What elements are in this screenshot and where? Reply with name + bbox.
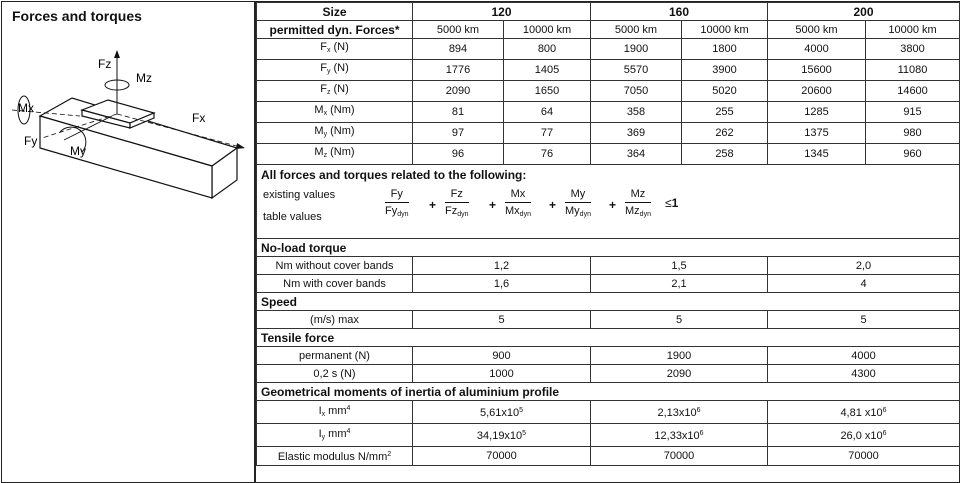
fraction-denominator: [385, 203, 409, 223]
value-cell: 97: [413, 123, 504, 144]
inertia-title: Geometrical moments of inertia of aluminium profile: [257, 383, 960, 401]
inertia-row: [257, 424, 960, 447]
value-cell: 358: [591, 102, 682, 123]
value-cell: 1,2: [413, 257, 591, 275]
unit: (N): [330, 62, 349, 74]
force-row: [257, 102, 960, 123]
value-cell: 1405: [504, 60, 591, 81]
unit: (N): [330, 41, 349, 53]
denominator-symbol: Fz: [445, 205, 458, 217]
force-label: [257, 39, 413, 60]
value-cell: 5570: [591, 60, 682, 81]
exponent: 5: [519, 407, 524, 414]
tensile-row: [257, 347, 960, 365]
value-cell: 1650: [504, 81, 591, 102]
mantissa: 12,33x10: [654, 430, 700, 442]
value-cell: 5: [413, 311, 591, 329]
forces-diagram: [2, 30, 252, 200]
inertia-label: [257, 401, 413, 424]
value-cell: 15600: [768, 60, 866, 81]
value-cell: 14600: [866, 81, 960, 102]
force-row: [257, 39, 960, 60]
value-cell: 70000: [768, 447, 960, 466]
distance-cell: 5000 km: [413, 21, 504, 39]
inertia-label: [257, 424, 413, 447]
unit: (Nm): [327, 146, 355, 158]
subscript: dyn: [519, 211, 531, 218]
mz-label: Mz: [136, 71, 152, 85]
value-cell: 258: [682, 144, 768, 165]
value-cell: 70000: [591, 447, 768, 466]
force-rows: [257, 39, 960, 165]
value-cell: 20600: [768, 81, 866, 102]
value-cell: [768, 401, 960, 424]
value-cell: [591, 401, 768, 424]
value-cell: 915: [866, 102, 960, 123]
value-cell: 364: [591, 144, 682, 165]
spec-sheet: [1, 1, 960, 483]
symbol: F: [320, 83, 327, 95]
value-cell: 1,5: [591, 257, 768, 275]
formula-fraction: [445, 187, 469, 223]
fraction-numerator: Mz: [625, 187, 651, 203]
force-label: [257, 102, 413, 123]
noload-rows: [257, 257, 960, 293]
elastic-text: Elastic modulus N/mm: [277, 451, 388, 463]
plus-sign: +: [429, 198, 437, 212]
size-row: [257, 3, 960, 21]
subscript: z: [323, 152, 328, 159]
value-cell: 4: [768, 275, 960, 293]
exponent: 6: [699, 430, 704, 437]
force-row: [257, 60, 960, 81]
force-row: [257, 81, 960, 102]
formula-fraction: [565, 187, 591, 223]
value-cell: [768, 424, 960, 447]
mantissa: 26,0 x10: [840, 430, 883, 442]
row-label: Nm without cover bands: [257, 257, 413, 275]
size-160: 160: [591, 3, 768, 21]
fraction-numerator: Fz: [445, 187, 469, 203]
force-row: [257, 144, 960, 165]
row-label: Nm with cover bands: [257, 275, 413, 293]
force-row: [257, 123, 960, 144]
subscript: y: [321, 434, 326, 441]
subscript: dyn: [457, 211, 469, 218]
fraction-denominator: [505, 203, 531, 223]
size-120: 120: [413, 3, 591, 21]
speed-row: [257, 311, 960, 329]
value-cell: 1,6: [413, 275, 591, 293]
value-cell: 2,1: [591, 275, 768, 293]
plus-sign: +: [489, 198, 497, 212]
fraction-numerator: Fy: [385, 187, 409, 203]
noload-row: [257, 257, 960, 275]
speed-title: Speed: [257, 293, 960, 311]
subscript: x: [323, 110, 328, 117]
value-cell: [413, 401, 591, 424]
value-cell: 4000: [768, 39, 866, 60]
fz-label: Fz: [98, 57, 112, 71]
value-cell: 369: [591, 123, 682, 144]
superscript: 4: [346, 405, 351, 412]
denominator-symbol: My: [565, 205, 580, 217]
value-cell: 5: [591, 311, 768, 329]
existing-values-label: existing values: [263, 189, 336, 201]
value-cell: 1000: [413, 365, 591, 383]
subscript: y: [326, 68, 331, 75]
my-label: My: [70, 144, 86, 158]
formula-fraction: [385, 187, 409, 223]
row-label: permanent (N): [257, 347, 413, 365]
value-cell: 7050: [591, 81, 682, 102]
force-label: [257, 144, 413, 165]
distance-cell: 10000 km: [504, 21, 591, 39]
noload-row: [257, 275, 960, 293]
fy-label: Fy: [24, 134, 38, 148]
value-cell: 1900: [591, 347, 768, 365]
tensile-title-row: [257, 329, 960, 347]
mantissa: 5,61x10: [479, 407, 520, 419]
value-cell: 2090: [591, 365, 768, 383]
exponent: 6: [882, 407, 887, 414]
subscript: x: [326, 47, 331, 54]
elastic-row: [257, 447, 960, 466]
value-cell: 5020: [682, 81, 768, 102]
subscript: z: [326, 89, 331, 96]
inertia-title-row: [257, 383, 960, 401]
denominator-symbol: Mx: [505, 205, 520, 217]
symbol: F: [320, 41, 327, 53]
left-pane: [2, 2, 256, 482]
tensile-rows: [257, 347, 960, 383]
subscript: y: [323, 131, 328, 138]
value-cell: 5: [768, 311, 960, 329]
value-cell: [591, 424, 768, 447]
inertia-row: [257, 401, 960, 424]
value-cell: 900: [413, 347, 591, 365]
fraction-denominator: [445, 203, 469, 223]
unit: (N): [330, 83, 349, 95]
size-label: Size: [257, 3, 413, 21]
noload-title-row: [257, 239, 960, 257]
value-cell: 255: [682, 102, 768, 123]
plus-sign: +: [609, 198, 617, 212]
symbol: I: [318, 405, 322, 417]
subscript: dyn: [397, 211, 409, 218]
table-values-label: table values: [263, 211, 322, 223]
mantissa: 2,13x10: [657, 407, 697, 419]
value-cell: 70000: [413, 447, 591, 466]
denominator-symbol: Mz: [625, 205, 640, 217]
tensile-row: [257, 365, 960, 383]
row-label: 0,2 s (N): [257, 365, 413, 383]
value-cell: 81: [413, 102, 504, 123]
unit: (Nm): [327, 104, 355, 116]
subscript: dyn: [639, 211, 651, 218]
value-cell: 77: [504, 123, 591, 144]
value-cell: 2090: [413, 81, 504, 102]
value-cell: 76: [504, 144, 591, 165]
fx-label: Fx: [192, 111, 206, 125]
section-title: Forces and torques: [12, 8, 142, 24]
value-cell: 3800: [866, 39, 960, 60]
value-cell: 800: [504, 39, 591, 60]
value-cell: 1800: [682, 39, 768, 60]
size-200: 200: [768, 3, 960, 21]
value-cell: 1776: [413, 60, 504, 81]
value-cell: 960: [866, 144, 960, 165]
distance-cell: 10000 km: [866, 21, 960, 39]
fraction-denominator: [565, 203, 591, 223]
value-cell: [413, 424, 591, 447]
formula-row: [257, 165, 960, 239]
value-cell: 2,0: [768, 257, 960, 275]
symbol: F: [320, 62, 327, 74]
value-cell: 4000: [768, 347, 960, 365]
distance-cell: 5000 km: [591, 21, 682, 39]
force-label: [257, 81, 413, 102]
exponent: 6: [696, 407, 701, 414]
formula-fraction: [505, 187, 531, 223]
speed-rows: [257, 311, 960, 329]
formula-cell: [257, 165, 960, 239]
inertia-rows: [257, 401, 960, 466]
distance-cell: 5000 km: [768, 21, 866, 39]
value-cell: 894: [413, 39, 504, 60]
mantissa: 34,19x10: [476, 430, 523, 442]
denominator-symbol: Fy: [385, 205, 398, 217]
value-cell: 11080: [866, 60, 960, 81]
formula-title: All forces and torques related to the following:: [261, 168, 527, 182]
value-cell: 1345: [768, 144, 866, 165]
value-cell: 3900: [682, 60, 768, 81]
mantissa: 4,81 x10: [840, 407, 883, 419]
value-cell: 262: [682, 123, 768, 144]
formula-fraction: [625, 187, 651, 223]
symbol: I: [318, 428, 322, 440]
value-cell: 1285: [768, 102, 866, 123]
superscript: 2: [387, 451, 392, 458]
value-cell: 96: [413, 144, 504, 165]
permitted-label: permitted dyn. Forces*: [257, 21, 413, 39]
fraction-denominator: [625, 203, 651, 223]
force-label: [257, 60, 413, 81]
noload-title: No-load torque: [257, 239, 960, 257]
symbol: M: [314, 104, 324, 116]
leq-sign: ≤1: [665, 196, 679, 210]
value-cell: 1375: [768, 123, 866, 144]
symbol: M: [314, 125, 324, 137]
distance-cell: 10000 km: [682, 21, 768, 39]
mx-label: Mx: [18, 101, 34, 115]
unit: (Nm): [327, 125, 355, 137]
unit: mm: [325, 428, 347, 440]
tensile-title: Tensile force: [257, 329, 960, 347]
exponent: 6: [882, 430, 887, 437]
elastic-label: [257, 447, 413, 466]
unit: mm: [325, 405, 347, 417]
permitted-row: [257, 21, 960, 39]
force-label: [257, 123, 413, 144]
fraction-numerator: Mx: [505, 187, 531, 203]
subscript: x: [321, 411, 326, 418]
value-cell: 1900: [591, 39, 682, 60]
value-cell: 64: [504, 102, 591, 123]
speed-title-row: [257, 293, 960, 311]
superscript: 4: [346, 428, 351, 435]
spec-table: [256, 2, 960, 466]
row-label: (m/s) max: [257, 311, 413, 329]
fraction-numerator: My: [565, 187, 591, 203]
plus-sign: +: [549, 198, 557, 212]
symbol: M: [314, 146, 324, 158]
subscript: dyn: [579, 211, 591, 218]
value-cell: 980: [866, 123, 960, 144]
value-cell: 4300: [768, 365, 960, 383]
exponent: 5: [522, 430, 527, 437]
